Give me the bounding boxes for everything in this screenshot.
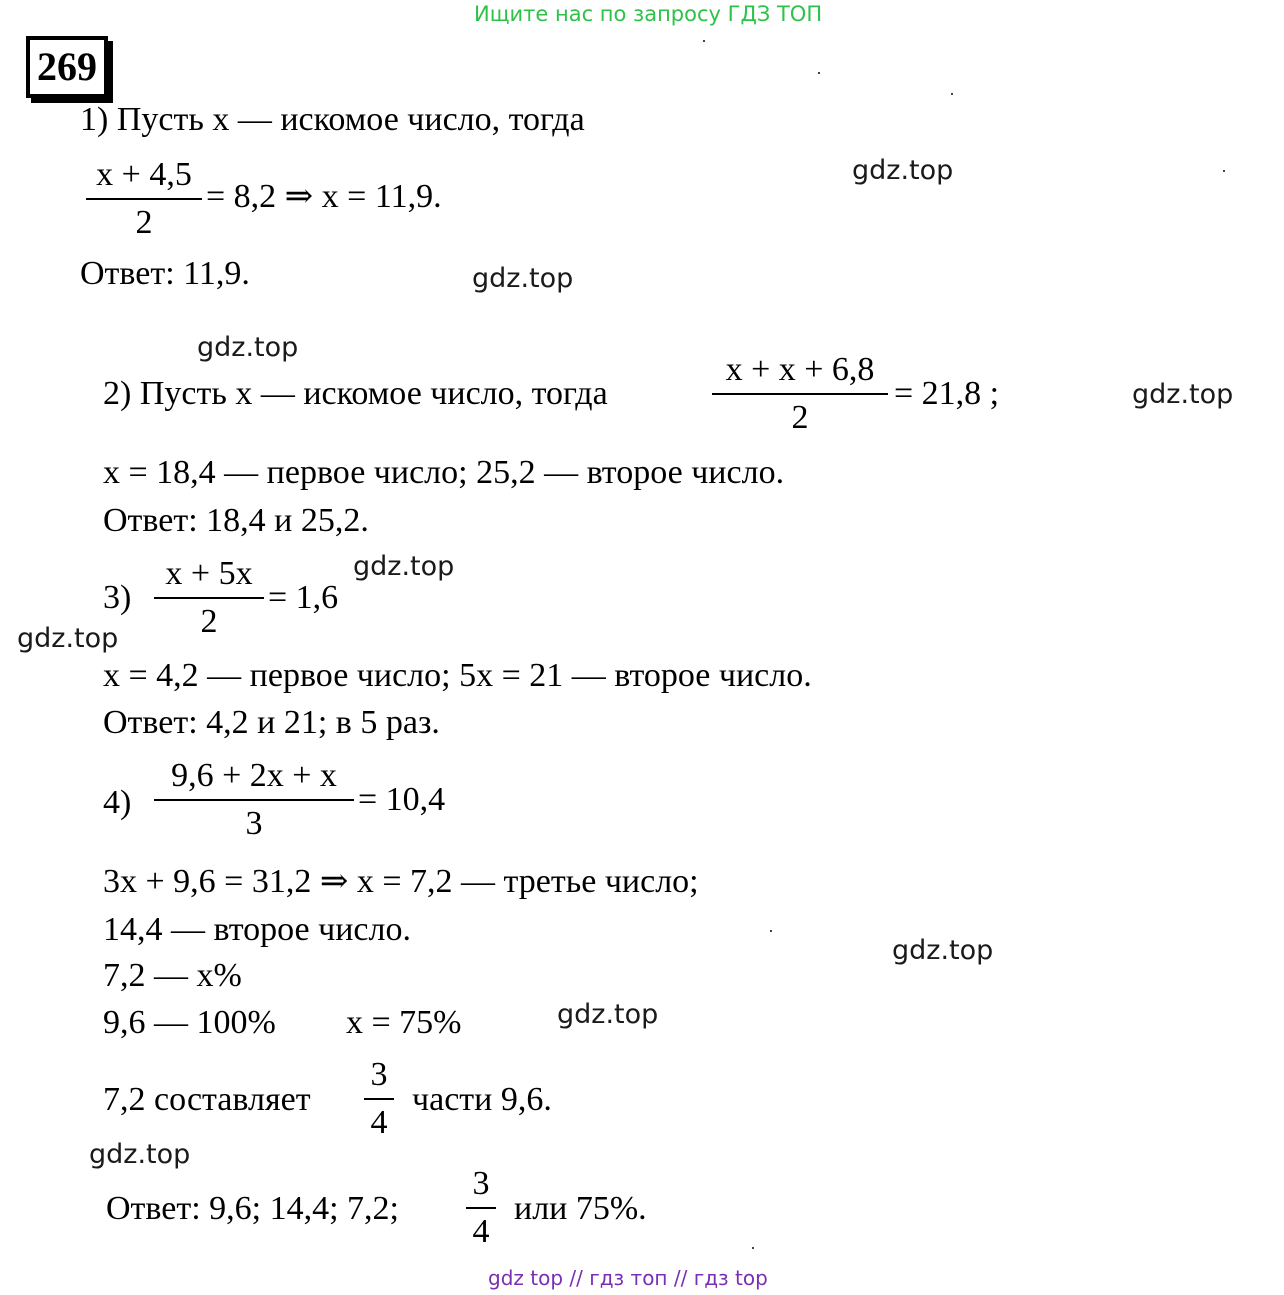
- watermark: gdz.top: [557, 999, 659, 1030]
- part2-frac-num: x + x + 6,8: [725, 351, 875, 388]
- watermark: gdz.top: [852, 155, 954, 186]
- part1-frac-bar: [86, 198, 202, 200]
- part1-frac-den: 2: [135, 204, 153, 241]
- header-banner: Ищите нас по запросу ГДЗ ТОП: [474, 2, 823, 26]
- part3-frac-num: x + 5x: [165, 555, 253, 592]
- part1-line1: 1) Пусть x — искомое число, тогда: [80, 101, 585, 138]
- part4-line5a: 9,6 — 100%: [103, 1004, 276, 1041]
- part4-label: 4): [103, 784, 132, 821]
- watermark: gdz.top: [472, 263, 574, 294]
- part2-equation: = 21,8 ;: [894, 375, 1000, 412]
- part2-frac-bar: [712, 393, 888, 395]
- part4-frac-den: 3: [245, 805, 263, 842]
- scan-speck: [703, 40, 705, 42]
- part1-frac-num: x + 4,5: [96, 156, 192, 193]
- part4-line2: 3x + 9,6 = 31,2 ⇒ x = 7,2 — третье число;: [103, 863, 699, 900]
- part4-line3: 14,4 — второе число.: [103, 911, 411, 948]
- watermark: gdz.top: [89, 1139, 191, 1170]
- part4-frac-bar: [154, 799, 354, 801]
- part4-answer-frac-bar: [466, 1207, 496, 1209]
- part3-frac-den: 2: [200, 603, 218, 640]
- watermark: gdz.top: [892, 935, 994, 966]
- part1-equation: = 8,2 ⇒ x = 11,9.: [206, 178, 442, 215]
- scan-speck: [818, 72, 820, 74]
- part1-fraction: [86, 158, 202, 240]
- part2-line2: x = 18,4 — первое число; 25,2 — второе число.: [103, 454, 785, 491]
- part4-answer-frac-den: 4: [472, 1213, 490, 1250]
- part4-fraction: [154, 759, 354, 841]
- part4-answer-fraction: [466, 1167, 496, 1249]
- part3-equation: = 1,6: [268, 579, 339, 616]
- part2-line1: 2) Пусть x — искомое число, тогда: [103, 375, 608, 412]
- watermark: gdz.top: [353, 551, 455, 582]
- part4-line6-frac-bar: [364, 1098, 394, 1100]
- part4-line6b: части 9,6.: [412, 1081, 552, 1118]
- part4-answer-a: Ответ: 9,6; 14,4; 7,2;: [106, 1190, 400, 1227]
- scan-speck: [770, 930, 772, 932]
- part2-answer: Ответ: 18,4 и 25,2.: [103, 502, 369, 539]
- part4-answer-frac-num: 3: [472, 1165, 490, 1202]
- part4-frac-num: 9,6 + 2x + x: [171, 757, 337, 794]
- part2-fraction: [712, 353, 888, 435]
- task-number: 269: [26, 36, 108, 98]
- part3-line2: x = 4,2 — первое число; 5x = 21 — второе число.: [103, 657, 812, 694]
- part4-line4: 7,2 — x%: [103, 957, 242, 994]
- watermark: gdz.top: [1132, 379, 1234, 410]
- part4-line6-frac-den: 4: [370, 1104, 388, 1141]
- footer-banner: gdz top // гдз топ // гдз top: [488, 1266, 768, 1290]
- part4-line6-fraction: [364, 1058, 394, 1140]
- part4-line6-frac-num: 3: [370, 1056, 388, 1093]
- part4-line5b: x = 75%: [346, 1004, 462, 1041]
- watermark: gdz.top: [17, 623, 119, 654]
- scan-speck: [752, 1247, 754, 1249]
- watermark: gdz.top: [197, 332, 299, 363]
- scan-speck: [1223, 170, 1225, 172]
- part3-fraction: [154, 557, 264, 639]
- part1-answer: Ответ: 11,9.: [80, 255, 250, 292]
- part4-line6a: 7,2 составляет: [103, 1081, 311, 1118]
- part3-frac-bar: [154, 597, 264, 599]
- scan-speck: [951, 93, 953, 95]
- part4-equation: = 10,4: [358, 781, 446, 818]
- part3-answer: Ответ: 4,2 и 21; в 5 раз.: [103, 704, 440, 741]
- part4-answer-b: или 75%.: [514, 1190, 647, 1227]
- part2-frac-den: 2: [791, 399, 809, 436]
- part3-label: 3): [103, 579, 132, 616]
